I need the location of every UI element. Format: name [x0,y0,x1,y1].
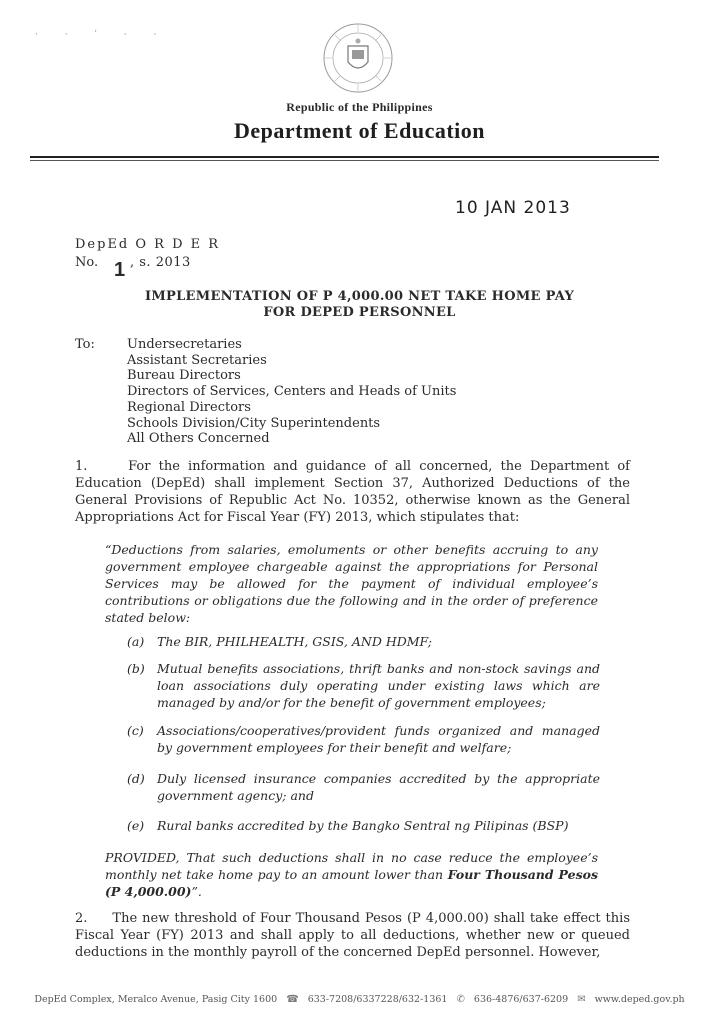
quote-intro: “Deductions from salaries, emoluments or other benefits accruing to any government employee chargeable against the appropriations for Personal Services may be allowed for the payment of individual employee’s contributions or obligations due the following and in the order of preference stated below: [105,542,598,625]
recipient-item: Bureau Directors [127,368,241,384]
deduction-item-e [127,817,600,834]
header-rule-thin [30,160,659,161]
deped-seal [322,22,394,94]
proviso-end: ”. [191,884,202,899]
globe-icon: ✉ [577,994,586,1005]
footer-address: DepEd Complex, Meralco Avenue, Pasig City 1600 [34,994,278,1005]
deduction-item-d [127,770,600,804]
phone-icon: ☎ [286,994,299,1005]
recipient-item: Directors of Services, Centers and Heads of Units [127,384,457,400]
recipient-item: Regional Directors [127,399,251,415]
item-label: (c) [127,723,144,738]
recipient-item: Undersecretaries [127,337,242,352]
item-text: The BIR, PHILHEALTH, GSIS, AND HDMF; [157,634,432,649]
item-label: (e) [127,818,145,833]
to-label: To: [75,337,95,352]
republic-heading: Republic of the Philippines [286,100,433,114]
date-stamp: 10 JAN 2013 [455,198,571,218]
item-text: Associations/cooperatives/provident funds organized and managed by government employees for their benefit and welfare; [157,723,600,755]
deduction-item-c [127,722,600,756]
item-label: (d) [127,771,145,786]
paragraph-1: 1. For the information and guidance of all concerned, the Department of Education (DepEd) shall implement Section 37, Authorized Deductions of the General Provisions of Republic Act No. 10352, otherwise known as the General Appropriations Act for Fiscal Year (FY) 2013, which stipulates that: [75,459,630,525]
order-title-line2: FOR DEPED PERSONNEL [263,305,456,320]
recipient-item: Assistant Secretaries [127,352,267,368]
order-type: DepEd O R D E R [75,237,221,252]
order-number: 1 [114,259,126,281]
deduction-item-b [127,660,600,711]
item-label: (b) [127,661,145,676]
fax-icon: ✆ [456,994,465,1005]
footer-fax: 636-4876/637-6209 [473,994,569,1005]
header-rule [30,156,659,158]
footer [0,994,719,1005]
recipient-item: Schools Division/City Superintendents [127,415,381,431]
order-title-line1: IMPLEMENTATION OF P 4,000.00 NET TAKE HOME PAY [144,289,575,304]
recipient-item: All Others Concerned [127,431,270,447]
proviso-clause [105,849,598,900]
footer-phone: 633-7208/6337228/632-1361 [307,994,448,1005]
recipient-list [127,337,456,447]
footer-website[interactable]: www.deped.gov.ph [594,994,685,1005]
item-text: Mutual benefits associations, thrift banks and non-stock savings and loan associations duly operating under existing laws which are managed by and/or for the benefit of government employees; [157,661,600,710]
order-series: , s. 2013 [130,255,191,270]
item-label: (a) [127,634,145,649]
scan-specks: · · ˈ · · [35,30,169,40]
paragraph-2: 2. The new threshold of Four Thousand Pesos (P 4,000.00) shall take effect this Fiscal Year (FY) 2013 and shall apply to all deductions, whether new or queued deductions in the monthly payroll of the concerned DepEd personnel. However, [75,911,630,960]
item-text: Rural banks accredited by the Bangko Sentral ng Pilipinas (BSP) [157,818,569,833]
order-no-label: No. [75,255,99,270]
department-heading: Department of Education [233,118,486,143]
proviso-amount: Four Thousand Pesos (P 4,000.00) [105,867,598,899]
deduction-item-a [127,633,600,650]
proviso-text: PROVIDED, That such deductions shall in no case reduce the employee’s monthly net take home pay to an amount lower than [105,850,598,882]
item-text: Duly licensed insurance companies accredited by the appropriate government agency; and [157,771,600,803]
